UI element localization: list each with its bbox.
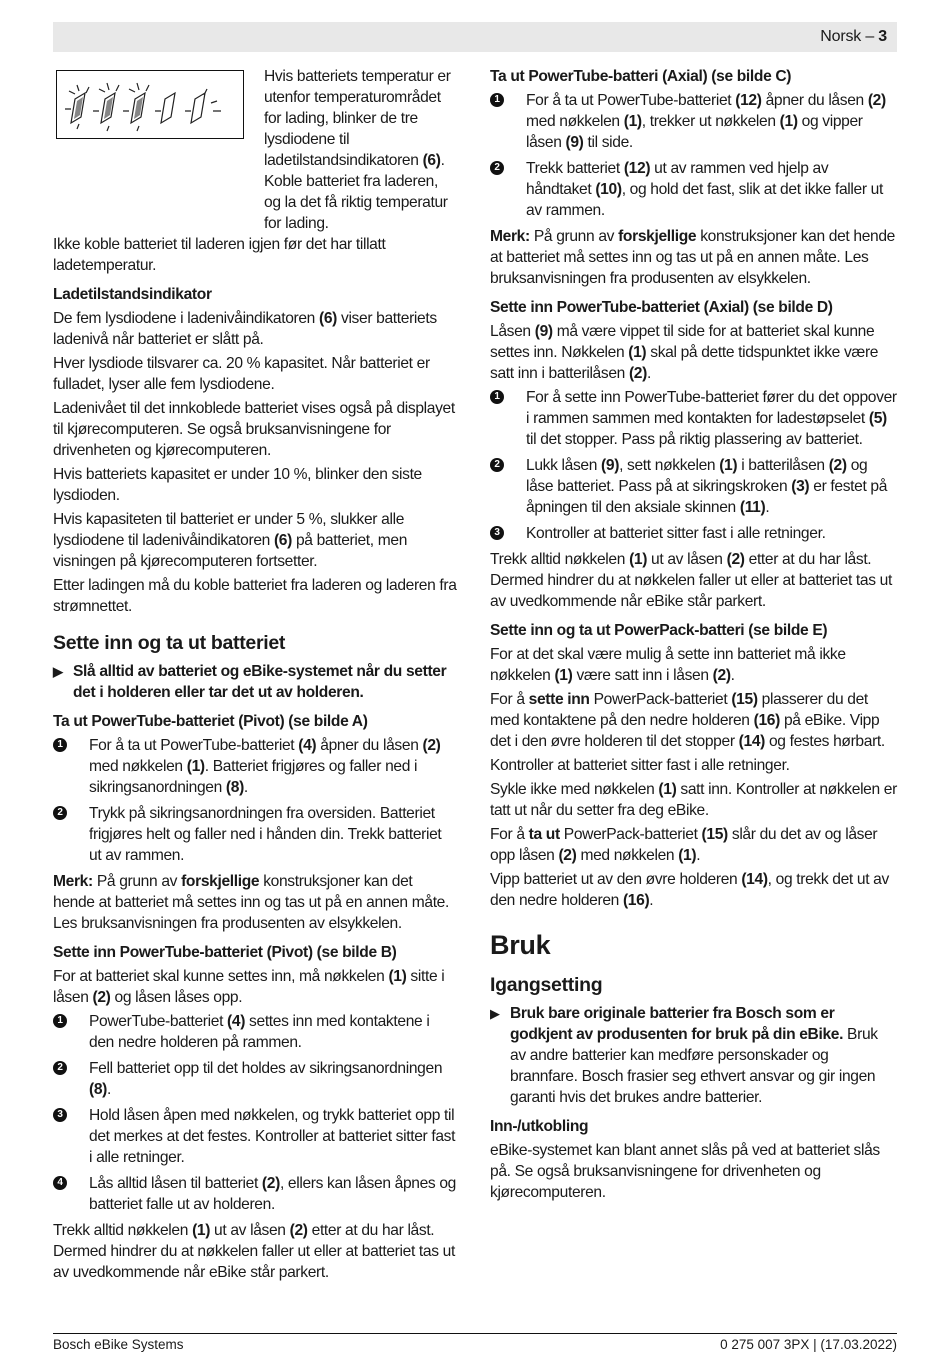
section-heading-insert-remove: Sette inn og ta ut batteriet (53, 632, 286, 654)
step-number-icon: 1 (490, 93, 504, 107)
step-number-icon: 2 (490, 161, 504, 175)
page-header (53, 22, 897, 52)
step-number-icon: 2 (490, 458, 504, 472)
step-item: 2 Fell batteriet opp til det holdes av sikringsanordningen (8). (53, 1058, 457, 1100)
step-item: 1 PowerTube-batteriet (4) settes inn med kontaktene i den nedre holderen på rammen. (53, 1011, 457, 1053)
figure-caption: Hvis batteriets temperatur er utenfor temperaturområdet for lading, blinker de tre lysdiodene til ladetilstandsindikatoren (6). Koble batteriet fra laderen, og la det få riktig temperatur for lading. (264, 68, 451, 232)
step-number-icon: 1 (53, 1014, 67, 1028)
right-column (490, 66, 897, 1206)
paragraph: For å sette inn PowerPack-batteriet (15) plasserer du det med kontaktene på den nedre holderen (16) på eBike. Vipp det i den øvre holderen til det stopper (14) og festes hørbart. (490, 691, 885, 750)
section-heading-on-off: Inn-/utkobling (490, 1118, 589, 1135)
paragraph: Vipp batteriet ut av den øvre holderen (14), og trekk det ut av den nedre holderen (16). (490, 871, 889, 909)
step-item: 1 For å sette inn PowerTube-batteriet fører du det oppover i rammen sammen med kontakten for ladestøpselet (5) til det stopper. Pass på riktig plassering av batteriet. (490, 387, 897, 450)
left-column (53, 66, 457, 1286)
step-item: 2 Trykk på sikringsanordningen fra oversiden. Batteriet frigjøres helt og faller ned i hånden din. Trekk batteriet ut av rammen. (53, 803, 457, 866)
paragraph: Etter ladingen må du koble batteriet fra laderen og laderen fra strømnettet. (53, 577, 457, 615)
figure-block (53, 66, 457, 234)
paragraph: Ladenivået til det innkoblede batteriet vises også på displayet til kjørecomputeren. Se også bruksanvisningene for drivenheten og kjørecomputeren. (53, 400, 455, 459)
step-number-icon: 3 (53, 1108, 67, 1122)
footer-publisher: Bosch eBike Systems (53, 1337, 184, 1352)
step-item: 1 For å ta ut PowerTube-batteriet (12) åpner du låsen (2) med nøkkelen (1), trekker ut nøkkelen (1) og vipper låsen (9) til side. (490, 90, 897, 153)
paragraph: Hver lysdiode tilsvarer ca. 20 % kapasitet. Når batteriet er fulladet, lyser alle fem lysdiodene. (53, 355, 430, 393)
header-label: Norsk – 3 (820, 28, 887, 45)
section-heading-pivot-remove: Ta ut PowerTube-batteriet (Pivot) (se bilde A) (53, 713, 368, 730)
section-heading-startup: Igangsetting (490, 974, 603, 996)
paragraph: For å ta ut PowerPack-batteriet (15) slår du det av og låser opp låsen (2) med nøkkelen (1). (490, 826, 878, 864)
section-heading-indicator: Ladetilstandsindikator (53, 286, 212, 303)
paragraph: eBike-systemet kan blant annet slås på ved at batteriet slås på. Se også bruksanvisningene for drivenheten og kjørecomputeren. (490, 1142, 880, 1201)
paragraph: De fem lysdiodene i ladenivåindikatoren (6) viser batteriets ladenivå når batteriet er slått på. (53, 310, 437, 348)
arrow-icon: ▶ (53, 664, 63, 679)
step-item: 2 Lukk låsen (9), sett nøkkelen (1) i batterilåsen (2) og låse batteriet. Pass på at sikringskroken (3) er festet på åpningen til den aksiale skinnen (11). (490, 455, 897, 518)
section-heading-axial-remove: Ta ut PowerTube-batteri (Axial) (se bilde C) (490, 68, 792, 85)
step-number-icon: 4 (53, 1176, 67, 1190)
paragraph: Ikke koble batteriet til laderen igjen før det har tillatt ladetemperatur. (53, 236, 386, 274)
arrow-icon: ▶ (490, 1006, 500, 1021)
step-number-icon: 1 (53, 738, 67, 752)
step-item: 3 Kontroller at batteriet sitter fast i alle retninger. (490, 523, 897, 544)
note-paragraph: Merk: På grunn av forskjellige konstruksjoner kan det hende at batteriet må settes inn og tas ut på en annen måte. Les bruksanvisningen fra produsenten av elsykkelen. (53, 873, 449, 932)
step-item: 2 Trekk batteriet (12) ut av rammen ved hjelp av håndtaket (10), og hold det fast, slik at det ikke faller ut av rammen. (490, 158, 897, 221)
footer-document-id: 0 275 007 3PX | (17.03.2022) (720, 1337, 897, 1352)
paragraph: For at batteriet skal kunne settes inn, må nøkkelen (1) sitte i låsen (2) og låsen låses opp. (53, 968, 445, 1006)
footer-divider (53, 1333, 897, 1334)
step-number-icon: 3 (490, 526, 504, 540)
warning-item: ▶ Bruk bare originale batterier fra Bosch som er godkjent av produsenten for bruk på din eBike. Bruk av andre batterier kan medføre personskader og brannfare. Bosch frasier seg ethvert ansvar og gir ingen garanti hvis det brukes andre batterier. (490, 1005, 878, 1106)
section-heading-powerpack: Sette inn og ta ut PowerPack-batteri (se bilde E) (490, 622, 828, 639)
step-number-icon: 2 (53, 806, 67, 820)
led-indicator-figure (56, 70, 244, 139)
paragraph: Trekk alltid nøkkelen (1) ut av låsen (2) etter at du har låst. Dermed hindrer du at nøkkelen faller ut eller at batteriet tas ut av uvedkommende når eBike står parkert. (490, 551, 892, 610)
paragraph: For at det skal være mulig å sette inn batteriet må ikke nøkkelen (1) være satt inn i låsen (2). (490, 646, 846, 684)
chapter-heading-use: Bruk (490, 930, 551, 960)
paragraph: Hvis kapasiteten til batteriet er under 5 %, slukker alle lysdiodene til ladenivåindikatoren (6) på batteriet, men visningen på kjørecomputeren fortsetter. (53, 511, 408, 570)
page-number: 3 (878, 28, 887, 45)
warning-item: ▶ Slå alltid av batteriet og eBike-systemet når du setter det i holderen eller tar det ut av holderen. (53, 663, 447, 701)
header-language: Norsk (820, 28, 862, 45)
paragraph: Hvis batteriets kapasitet er under 10 %, blinker den siste lysdioden. (53, 466, 422, 504)
paragraph: Låsen (9) må være vippet til side for at batteriet skal kunne settes inn. Nøkkelen (1) skal på dette tidspunktet ikke være satt inn i batterilåsen (2). (490, 323, 879, 382)
blinking-leds-illustration (57, 71, 243, 138)
step-number-icon: 2 (53, 1061, 67, 1075)
step-number-icon: 1 (490, 390, 504, 404)
paragraph: Kontroller at batteriet sitter fast i alle retninger. (490, 757, 790, 774)
note-paragraph: Merk: På grunn av forskjellige konstruksjoner kan det hende at batteriet må settes inn og tas ut på en annen måte. Les bruksanvisningen fra produsenten av elsykkelen. (490, 228, 895, 287)
section-heading-pivot-insert: Sette inn PowerTube-batteriet (Pivot) (se bilde B) (53, 944, 397, 961)
paragraph: Trekk alltid nøkkelen (1) ut av låsen (2) etter at du har låst. Dermed hindrer du at nøkkelen faller ut eller at batteriet tas ut av uvedkommende når eBike står parkert. (53, 1222, 455, 1281)
paragraph: Sykle ikke med nøkkelen (1) satt inn. Kontroller at nøkkelen er tatt ut når du setter fra deg eBike. (490, 781, 897, 819)
step-item: 3 Hold låsen åpen med nøkkelen, og trykk batteriet opp til det merkes at det festes. Kontroller at batteriet sitter fast i alle retninger. (53, 1105, 457, 1168)
step-item: 1 For å ta ut PowerTube-batteriet (4) åpner du låsen (2) med nøkkelen (1). Batteriet frigjøres og faller ned i sikringsanordningen (8). (53, 735, 457, 798)
step-item: 4 Lås alltid låsen til batteriet (2), ellers kan låsen åpnes og batteriet falle ut av holderen. (53, 1173, 457, 1215)
section-heading-axial-insert: Sette inn PowerTube-batteriet (Axial) (se bilde D) (490, 299, 833, 316)
